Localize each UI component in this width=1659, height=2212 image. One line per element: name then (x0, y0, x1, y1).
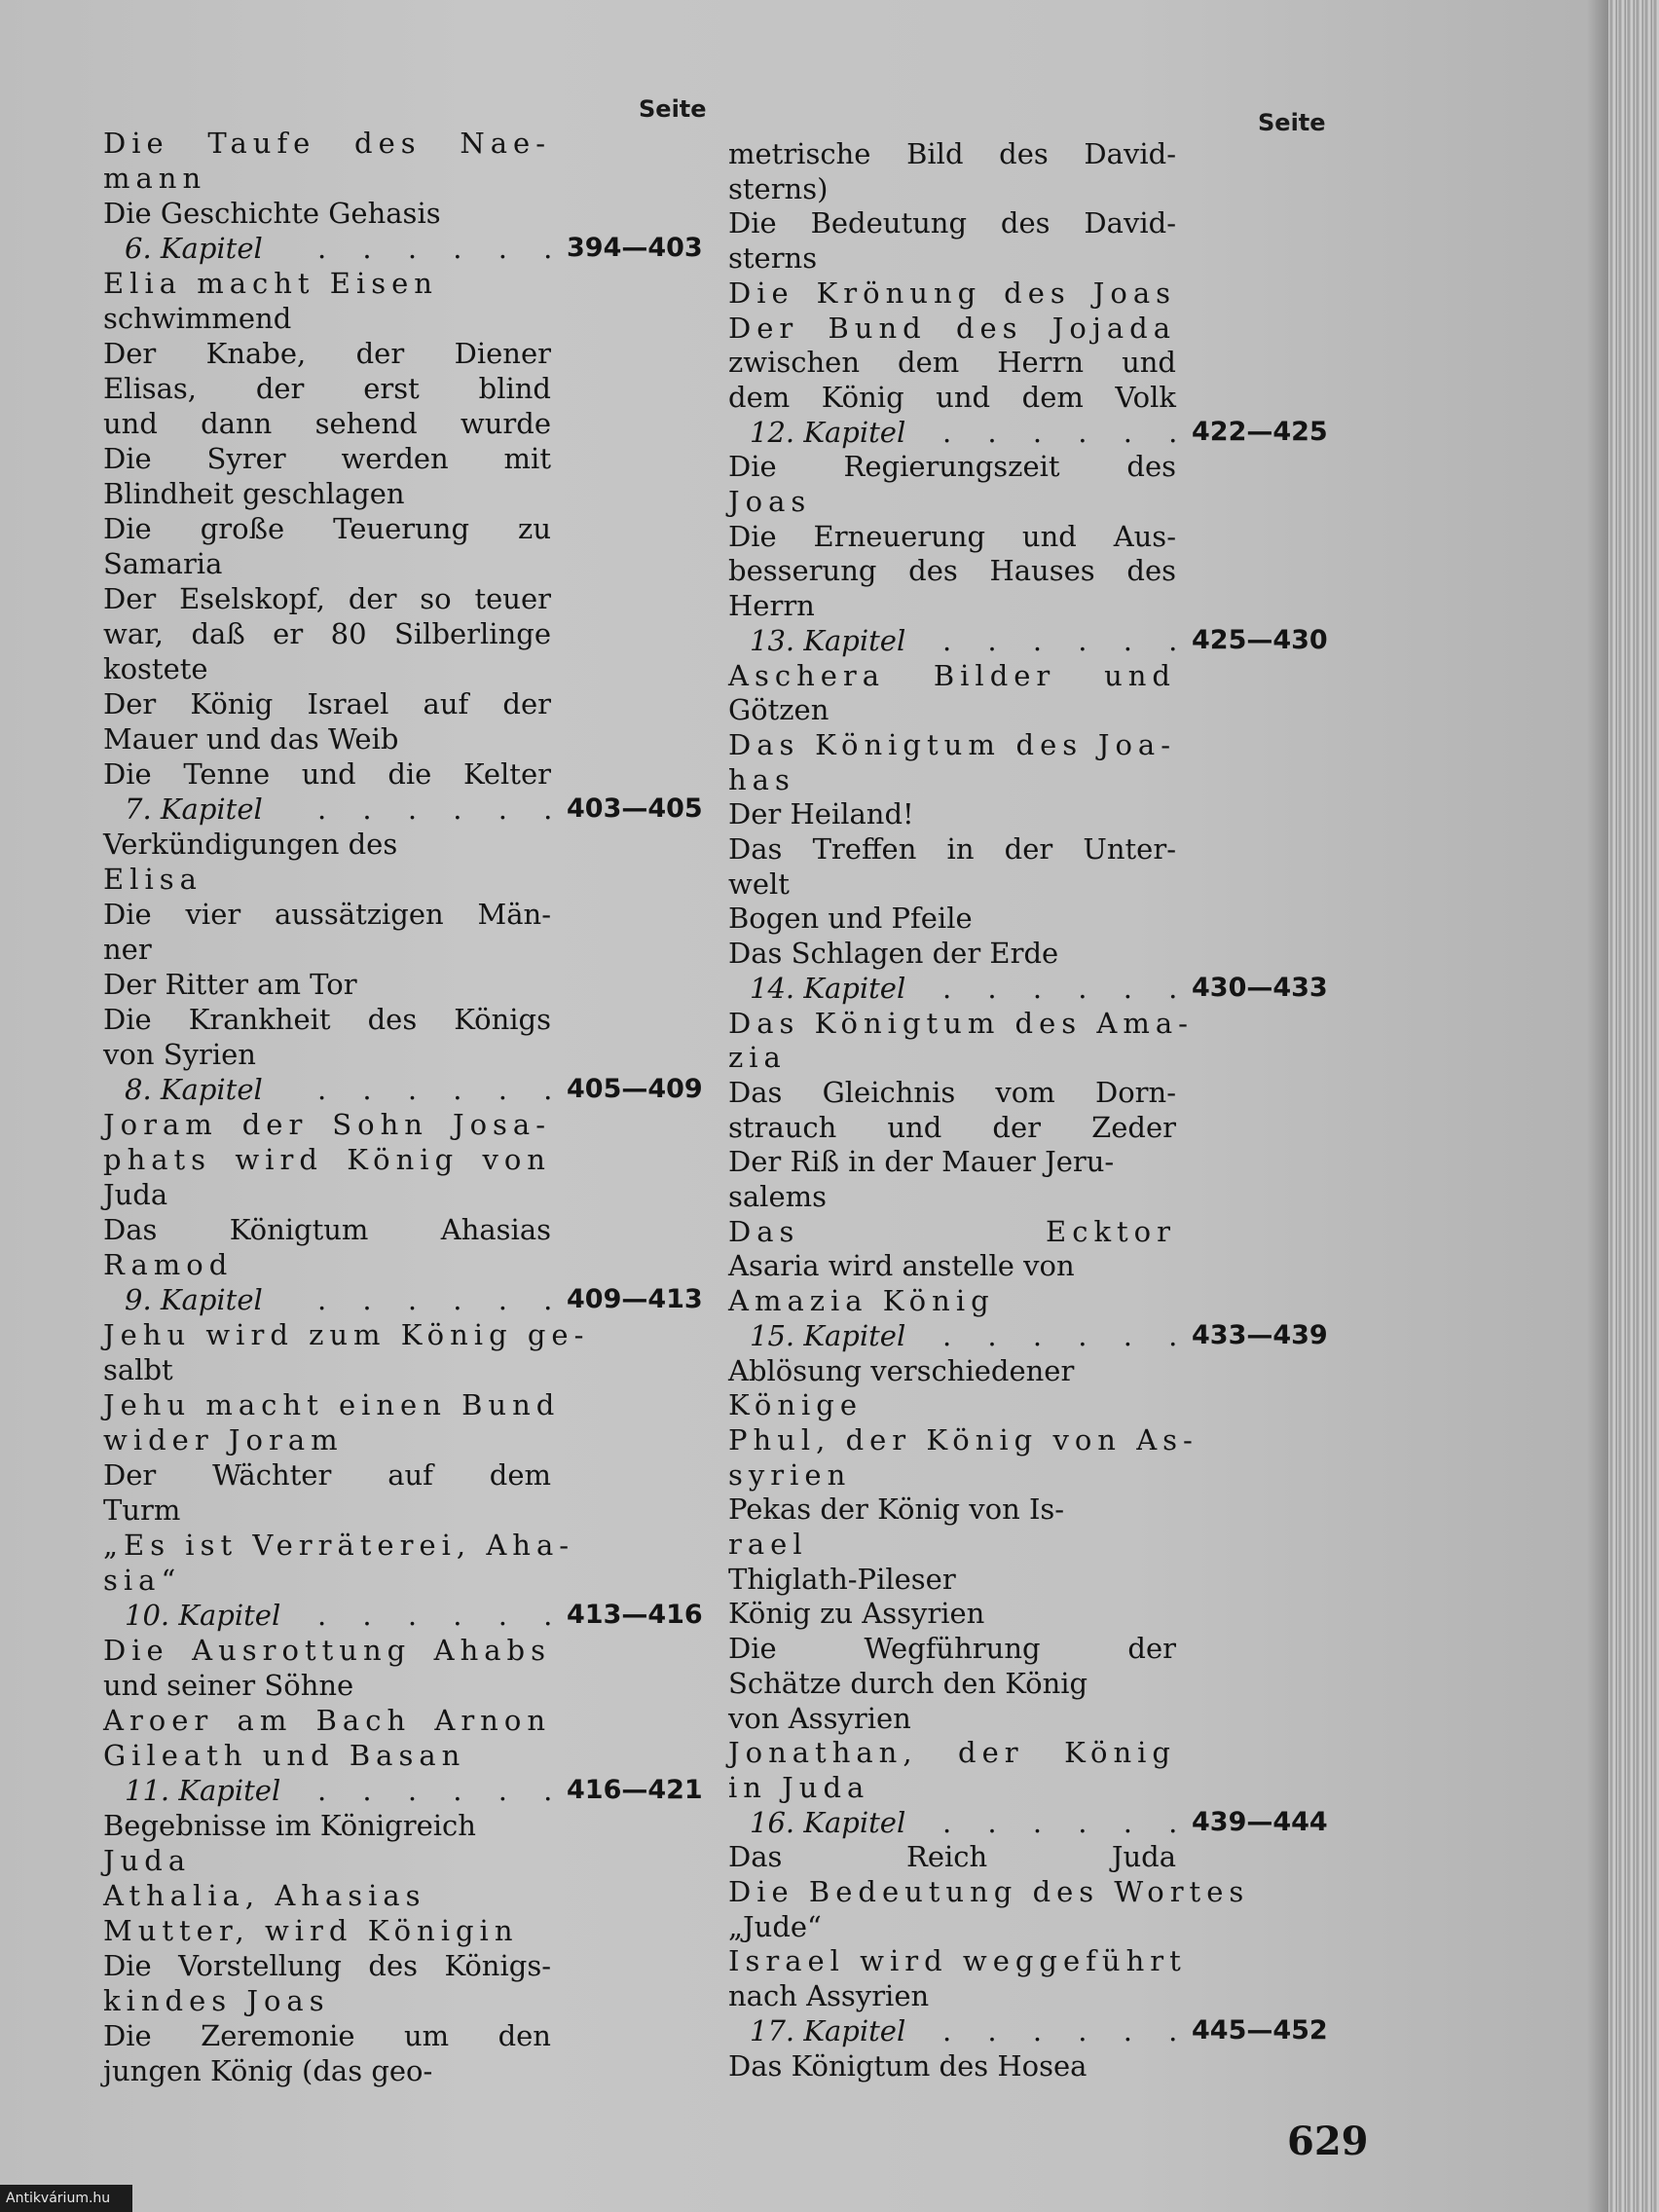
toc-entry-line: rael (728, 1528, 808, 1561)
toc-entry-line: zwischen dem Herrn und (728, 346, 1176, 380)
page-range: 439—444 (1192, 1806, 1328, 1837)
toc-entry-line: Der Knabe, der Diener (103, 337, 551, 370)
toc-entry-line: Mauer und das Weib (103, 722, 399, 756)
toc-entry-line: Das Königtum des Hosea (728, 2048, 1088, 2083)
leader-dots: . . . . . . (317, 1073, 567, 1106)
toc-entry-line: Die Taufe des Nae- (103, 127, 551, 160)
leader-dots: . . . . . . (942, 2013, 1192, 2047)
leader-dots: . . . . . . (317, 1599, 567, 1632)
chapter-label: 13. Kapitel (750, 623, 906, 657)
toc-entry-line: Blindheit geschlagen (103, 477, 405, 510)
toc-entry-line: Thiglath-Pileser (728, 1562, 956, 1596)
toc-entry-line: Das Reich Juda (728, 1840, 1176, 1874)
book-spine-edge (1608, 0, 1659, 2212)
toc-entry-line: Der Ritter am Tor (103, 968, 357, 1001)
toc-entry-line: Die Bedeutung des David- (728, 206, 1176, 240)
toc-entry-line: Begebnisse im Königreich (103, 1809, 476, 1842)
toc-entry-line: Schätze durch den König (728, 1666, 1088, 1700)
chapter-line (103, 231, 703, 266)
toc-entry-line: „Jude“ (728, 1909, 822, 1943)
toc-entry-line: dem König und dem Volk (728, 380, 1176, 414)
toc-entry-line: Der König Israel auf der (103, 687, 551, 720)
toc-entry-line: mann (103, 162, 207, 195)
toc-entry-line: Jehu macht einen Bund (103, 1388, 561, 1421)
toc-entry-line: Elia macht Eisen (103, 267, 438, 300)
toc-entry-line: Die Bedeutung des Wortes (728, 1875, 1250, 1908)
toc-entry-line: Die Tenne und die Kelter (103, 757, 551, 791)
toc-entry-line: Israel wird weggeführt (728, 1944, 1187, 1978)
toc-entry-line: von Assyrien (728, 1701, 911, 1735)
toc-entry-line: Ablösung verschiedener (728, 1353, 1075, 1387)
seite-header-left: Seite (639, 95, 707, 123)
chapter-label: 17. Kapitel (750, 2013, 906, 2047)
toc-entry-line: Das Treffen in der Unter- (728, 832, 1176, 866)
toc-entry-line: Das Gleichnis vom Dorn- (728, 1075, 1176, 1109)
toc-entry-line: Jonathan, der König (728, 1736, 1176, 1770)
toc-entry-line: phats wird König von (103, 1143, 551, 1176)
toc-entry-line: Bogen und Pfeile (728, 902, 973, 936)
chapter-label: 15. Kapitel (750, 1318, 906, 1352)
toc-entry-line: Elisas, der erst blind (103, 372, 551, 405)
toc-entry-line: König zu Assyrien (728, 1597, 985, 1631)
toc-entry-line: Joram der Sohn Josa- (103, 1108, 551, 1141)
toc-entry-line: jungen König (das geo- (103, 2054, 433, 2087)
chapter-label: 12. Kapitel (750, 415, 906, 449)
toc-entry-line: salbt (103, 1353, 173, 1386)
page-range: 445—452 (1192, 2014, 1328, 2046)
seite-header-right: Seite (1258, 109, 1326, 136)
toc-entry-line: has (728, 762, 795, 796)
toc-entry-line: wider Joram (103, 1423, 344, 1456)
toc-entry-line: salems (728, 1180, 827, 1213)
toc-entry-line: Der Bund des Jojada (728, 311, 1176, 345)
chapter-line (103, 1282, 703, 1317)
toc-entry-line: zia (728, 1041, 787, 1075)
page-range: 394—403 (567, 233, 703, 263)
toc-entry-line: Die Krankheit des Königs (103, 1003, 551, 1036)
page-range: 405—409 (567, 1074, 703, 1104)
chapter-line (103, 792, 703, 827)
toc-entry-line: Der Heiland! (728, 797, 914, 831)
toc-entry-line: Elisa (103, 863, 203, 896)
chapter-label: 11. Kapitel (125, 1774, 281, 1807)
toc-entry-line: Die Wegführung der (728, 1632, 1176, 1666)
toc-entry-line: Der Wächter auf dem (103, 1458, 551, 1492)
toc-entry-line: und seiner Söhne (103, 1669, 354, 1702)
toc-entry-line: Die Geschichte Gehasis (103, 197, 441, 230)
toc-entry-line: Juda (103, 1178, 168, 1211)
toc-entry-line: von Syrien (103, 1038, 256, 1071)
toc-entry-line: sterns (728, 241, 818, 276)
page-range: 416—421 (567, 1775, 703, 1805)
toc-entry-line: Turm (103, 1493, 181, 1527)
leader-dots: . . . . . . (317, 1283, 567, 1316)
chapter-line (728, 623, 1328, 658)
chapter-label: 16. Kapitel (750, 1805, 906, 1839)
leader-dots: . . . . . . (942, 971, 1192, 1005)
chapter-line (728, 2013, 1328, 2048)
toc-entry-line: Götzen (728, 693, 830, 727)
toc-entry-line: nach Assyrien (728, 1979, 930, 2013)
toc-entry-line: Das Ecktor (728, 1214, 1176, 1248)
page-range: 409—413 (567, 1284, 703, 1314)
chapter-label: 9. Kapitel (125, 1283, 263, 1316)
leader-dots: . . . . . . (317, 1774, 567, 1807)
toc-entry-line: Samaria (103, 547, 223, 580)
leader-dots: . . . . . . (942, 1805, 1192, 1839)
toc-entry-line: Asaria wird anstelle von (728, 1249, 1075, 1283)
leader-dots: . . . . . . (942, 415, 1192, 449)
toc-entry-line: Gileath und Basan (103, 1739, 466, 1772)
toc-entry-line: Die vier aussätzigen Män- (103, 898, 551, 931)
toc-entry-line: Joas (728, 485, 812, 518)
page-range: 433—439 (1192, 1319, 1328, 1350)
chapter-line (728, 1805, 1328, 1840)
leader-dots: . . . . . . (942, 1318, 1192, 1352)
toc-entry-line: Aschera Bilder und (728, 658, 1176, 692)
toc-entry-line: Die Krönung des Joas (728, 276, 1176, 310)
toc-entry-line: ner (103, 933, 152, 966)
toc-entry-line: in Juda (728, 1770, 870, 1804)
toc-entry-line: Die Syrer werden mit (103, 442, 551, 475)
toc-entry-line: Könige (728, 1388, 864, 1422)
toc-entry-line: Die Ausrottung Ahabs (103, 1634, 551, 1667)
toc-entry-line: kostete (103, 652, 208, 685)
chapter-line (728, 1318, 1328, 1353)
page-range: 413—416 (567, 1600, 703, 1630)
chapter-line (103, 1598, 703, 1633)
toc-entry-line: metrische Bild des David- (728, 137, 1176, 170)
chapter-line (728, 415, 1328, 450)
toc-entry-line: war, daß er 80 Silberlinge (103, 617, 551, 650)
chapter-label: 7. Kapitel (125, 793, 263, 826)
toc-entry-line: sia“ (103, 1564, 182, 1597)
toc-entry-line: Aroer am Bach Arnon (103, 1704, 551, 1737)
toc-entry-line: Verkündigungen des (103, 828, 398, 861)
toc-entry-line: Amazia König (728, 1284, 995, 1318)
page-range: 425—430 (1192, 624, 1328, 655)
toc-entry-line: Juda (103, 1844, 192, 1877)
toc-entry-line: Die Regierungszeit des (728, 450, 1176, 484)
chapter-label: 6. Kapitel (125, 232, 263, 265)
toc-entry-line: strauch und der Zeder (728, 1110, 1176, 1144)
toc-entry-line: besserung des Hauses des (728, 554, 1176, 588)
toc-entry-line: Das Königtum des Joa- (728, 727, 1176, 761)
chapter-line (103, 1773, 703, 1808)
toc-entry-line: Das Schlagen der Erde (728, 937, 1059, 971)
toc-entry-line: und dann sehend wurde (103, 407, 551, 440)
toc-entry-line: Athalia, Ahasias (103, 1879, 426, 1912)
toc-entry-line: Mutter, wird Königin (103, 1914, 519, 1947)
page-range: 422—425 (1192, 416, 1328, 447)
page-range: 403—405 (567, 793, 703, 824)
chapter-line (728, 971, 1328, 1006)
toc-entry-line: Die Zeremonie um den (103, 2019, 551, 2052)
toc-entry-line: Der Eselskopf, der so teuer (103, 582, 551, 615)
toc-entry-line: schwimmend (103, 302, 292, 335)
toc-entry-line: Ramod (103, 1248, 234, 1281)
chapter-label: 14. Kapitel (750, 971, 906, 1005)
toc-entry-line: kindes Joas (103, 1984, 330, 2017)
toc-entry-line: Pekas der König von Is- (728, 1493, 1065, 1527)
toc-entry-line: Die Erneuerung und Aus- (728, 519, 1176, 553)
toc-entry-line: Die große Teuerung zu (103, 512, 551, 545)
chapter-line (103, 1072, 703, 1107)
toc-entry-line: „Es ist Verräterei, Aha- (103, 1529, 575, 1562)
toc-entry-line: Herrn (728, 589, 815, 623)
leader-dots: . . . . . . (942, 623, 1192, 657)
chapter-label: 10. Kapitel (125, 1599, 281, 1632)
toc-entry-line: sterns) (728, 171, 829, 205)
toc-entry-line: Jehu wird zum König ge- (103, 1318, 590, 1351)
toc-entry-line: syrien (728, 1457, 852, 1492)
page-range: 430—433 (1192, 972, 1328, 1003)
leader-dots: . . . . . . (317, 232, 567, 265)
toc-entry-line: Das Königtum des Ama- (728, 1006, 1194, 1040)
watermark: Antikvárium.hu (0, 2185, 132, 2212)
toc-entry-line: Der Riß in der Mauer Jeru- (728, 1145, 1115, 1179)
toc-entry-line: welt (728, 866, 790, 901)
page-number: 629 (1287, 2119, 1369, 2164)
leader-dots: . . . . . . (317, 793, 567, 826)
toc-entry-line: Das Königtum Ahasias (103, 1213, 551, 1246)
chapter-label: 8. Kapitel (125, 1073, 263, 1106)
toc-entry-line: Die Vorstellung des Königs- (103, 1949, 551, 1982)
toc-entry-line: Phul, der König von As- (728, 1422, 1198, 1456)
